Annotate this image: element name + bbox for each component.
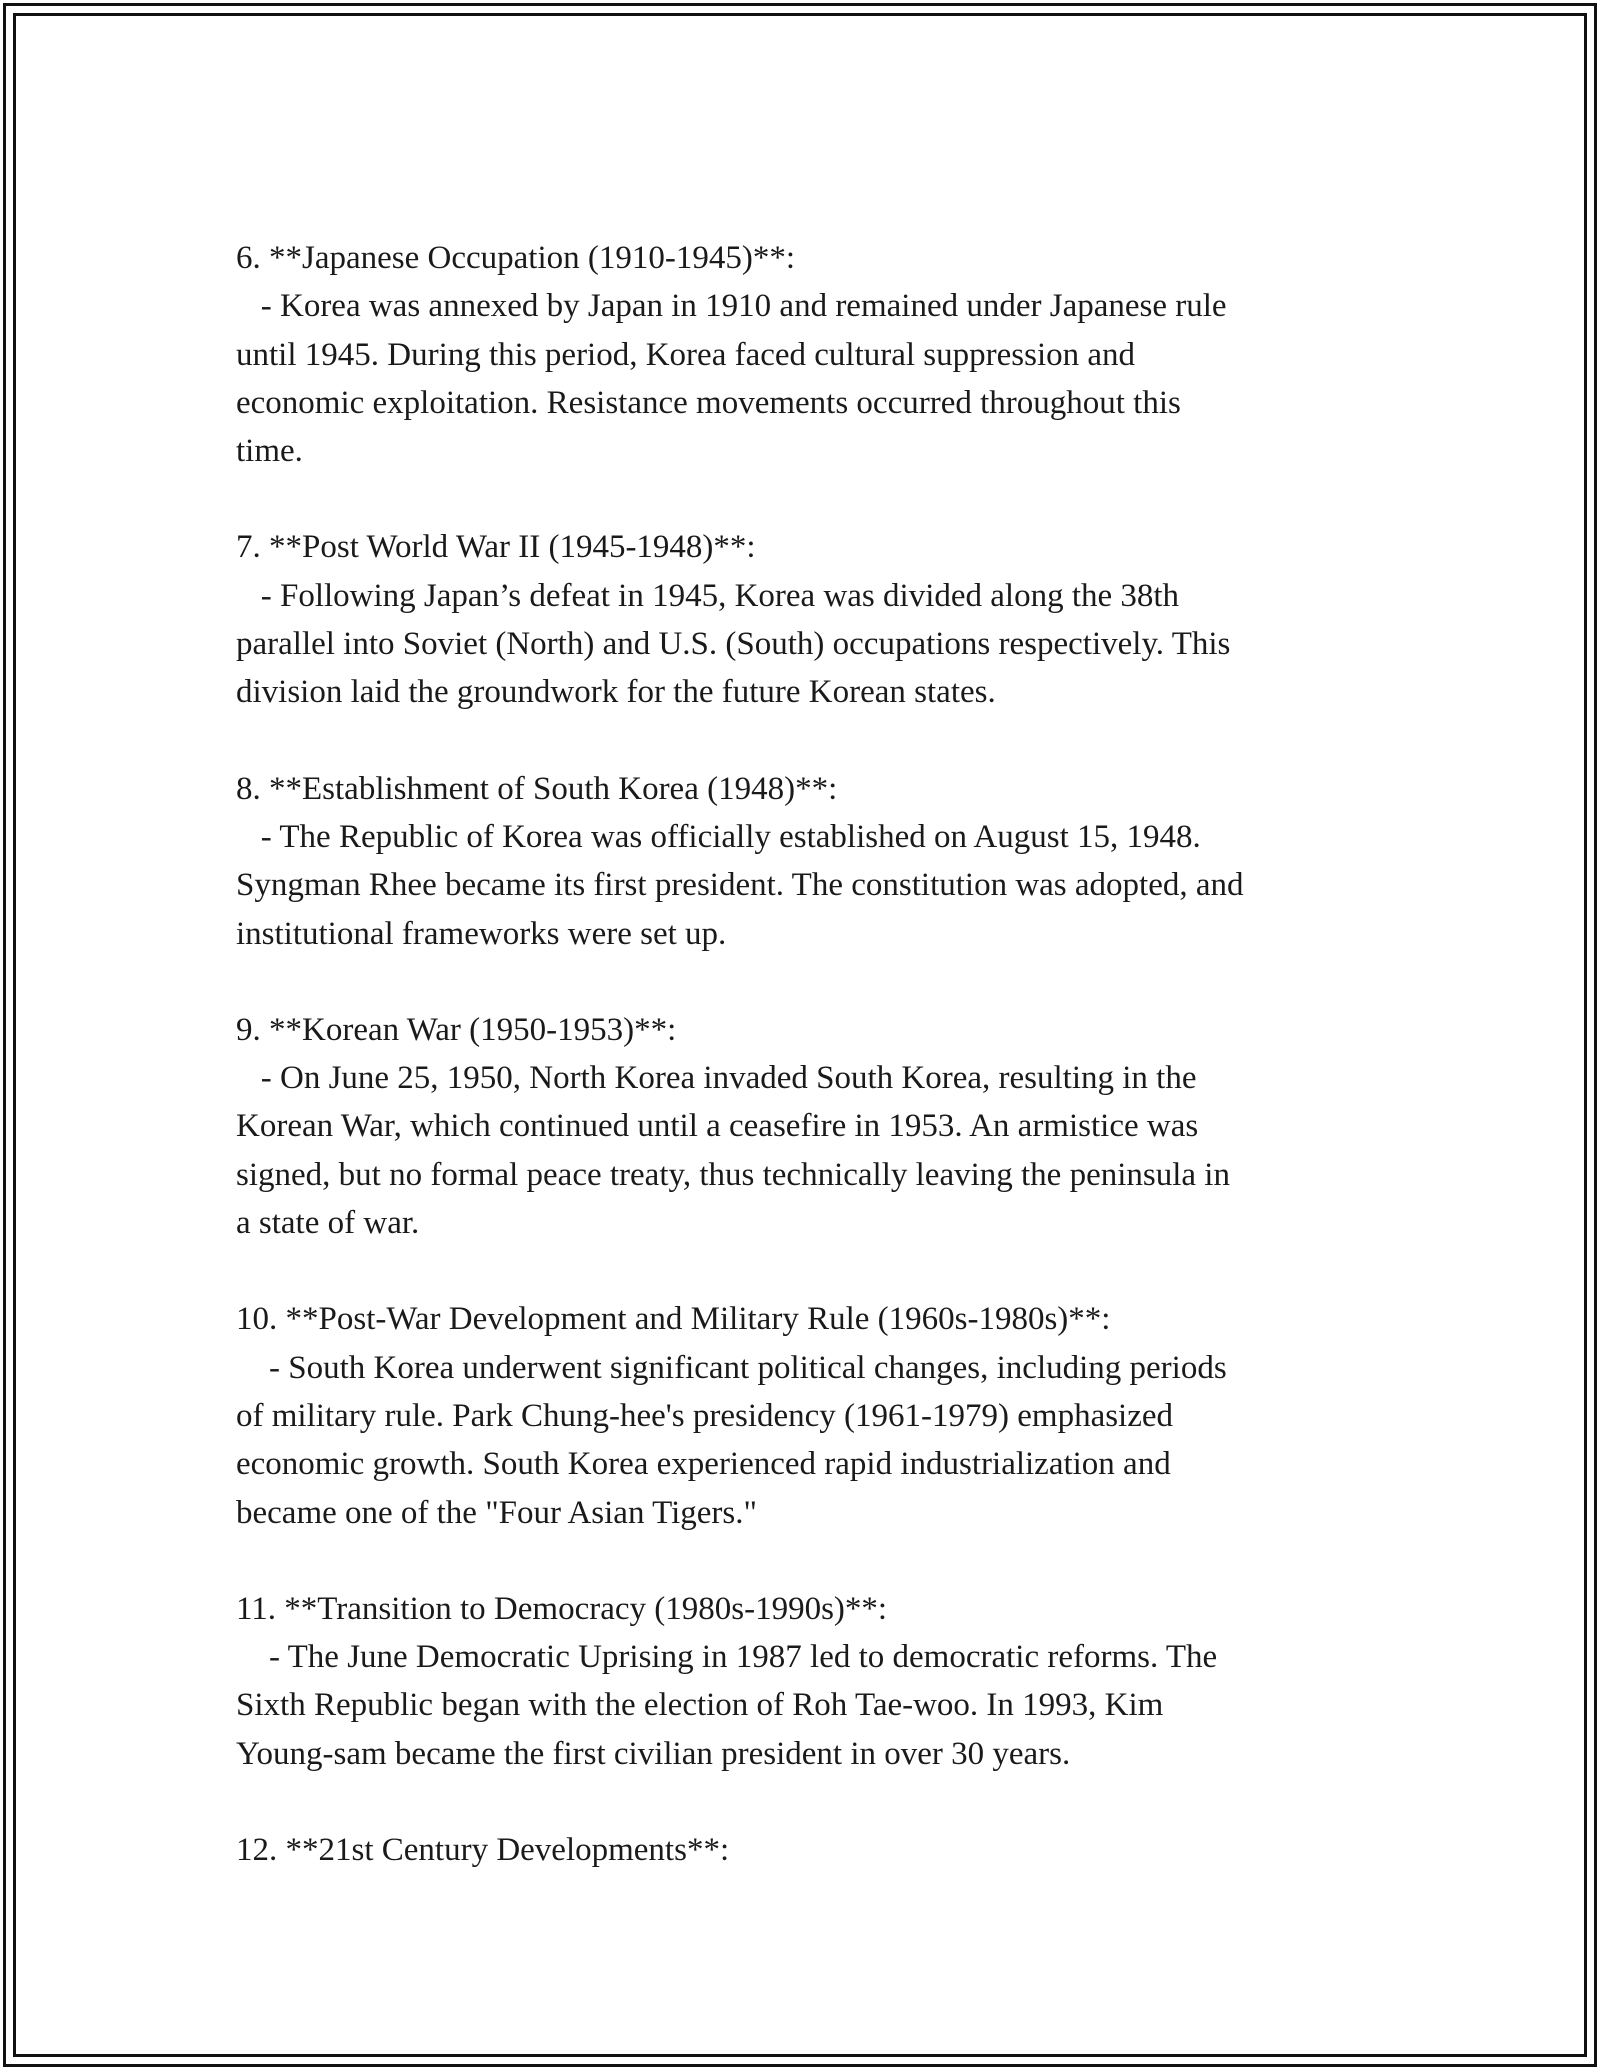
section-line: of military rule. Park Chung-hee's presidency (1961-1979) emphasized xyxy=(236,1397,1174,1434)
section-line: - The June Democratic Uprising in 1987 led to democratic reforms. The xyxy=(236,1639,1218,1676)
section-heading: 7. **Post World War II (1945-1948)**: xyxy=(236,529,756,566)
section-heading: 8. **Establishment of South Korea (1948)**: xyxy=(236,770,838,807)
section-line: Syngman Rhee became its first president. The constitution was adopted, and xyxy=(236,867,1244,904)
section-line: - On June 25, 1950, North Korea invaded South Korea, resulting in the xyxy=(236,1060,1197,1097)
section-line: - Following Japan’s defeat in 1945, Korea was divided along the 38th xyxy=(236,577,1180,614)
section-korean-war xyxy=(236,1006,1366,1247)
section-line: Young-sam became the first civilian president in over 30 years. xyxy=(236,1735,1071,1772)
section-heading: 11. **Transition to Democracy (1980s-1990s)**: xyxy=(236,1590,888,1627)
document-body xyxy=(236,234,1366,1922)
section-line: Korean War, which continued until a ceasefire in 1953. An armistice was xyxy=(236,1108,1199,1145)
section-line: until 1945. During this period, Korea faced cultural suppression and xyxy=(236,336,1136,373)
section-line: - South Korea underwent significant political changes, including periods xyxy=(236,1349,1227,1386)
section-post-world-war-ii xyxy=(236,523,1366,716)
section-heading: 6. **Japanese Occupation (1910-1945)**: xyxy=(236,240,796,276)
section-line: a state of war. xyxy=(236,1205,420,1242)
section-line: became one of the "Four Asian Tigers." xyxy=(236,1494,757,1531)
section-heading: 9. **Korean War (1950-1953)**: xyxy=(236,1011,677,1048)
section-establishment-south-korea xyxy=(236,765,1366,958)
section-line: division laid the groundwork for the future Korean states. xyxy=(236,674,996,711)
section-heading: 10. **Post-War Development and Military Rule (1960s-1980s)**: xyxy=(236,1301,1111,1338)
section-line: parallel into Soviet (North) and U.S. (South) occupations respectively. This xyxy=(236,626,1231,663)
section-transition-to-democracy xyxy=(236,1585,1366,1778)
section-post-war-development xyxy=(236,1295,1366,1536)
section-line: - Korea was annexed by Japan in 1910 and remained under Japanese rule xyxy=(236,288,1227,325)
section-line: signed, but no formal peace treaty, thus technically leaving the peninsula in xyxy=(236,1156,1230,1193)
section-line: institutional frameworks were set up. xyxy=(236,915,727,952)
section-line: economic growth. South Korea experienced rapid industrialization and xyxy=(236,1446,1171,1483)
section-line: Sixth Republic began with the election of Roh Tae-woo. In 1993, Kim xyxy=(236,1687,1164,1724)
section-heading: 12. **21st Century Developments**: xyxy=(236,1832,730,1869)
section-japanese-occupation xyxy=(236,234,1366,475)
section-line: economic exploitation. Resistance movements occurred throughout this xyxy=(236,384,1181,421)
section-line: - The Republic of Korea was officially established on August 15, 1948. xyxy=(236,818,1201,855)
section-21st-century xyxy=(236,1826,1366,1874)
section-line: time. xyxy=(236,433,303,470)
